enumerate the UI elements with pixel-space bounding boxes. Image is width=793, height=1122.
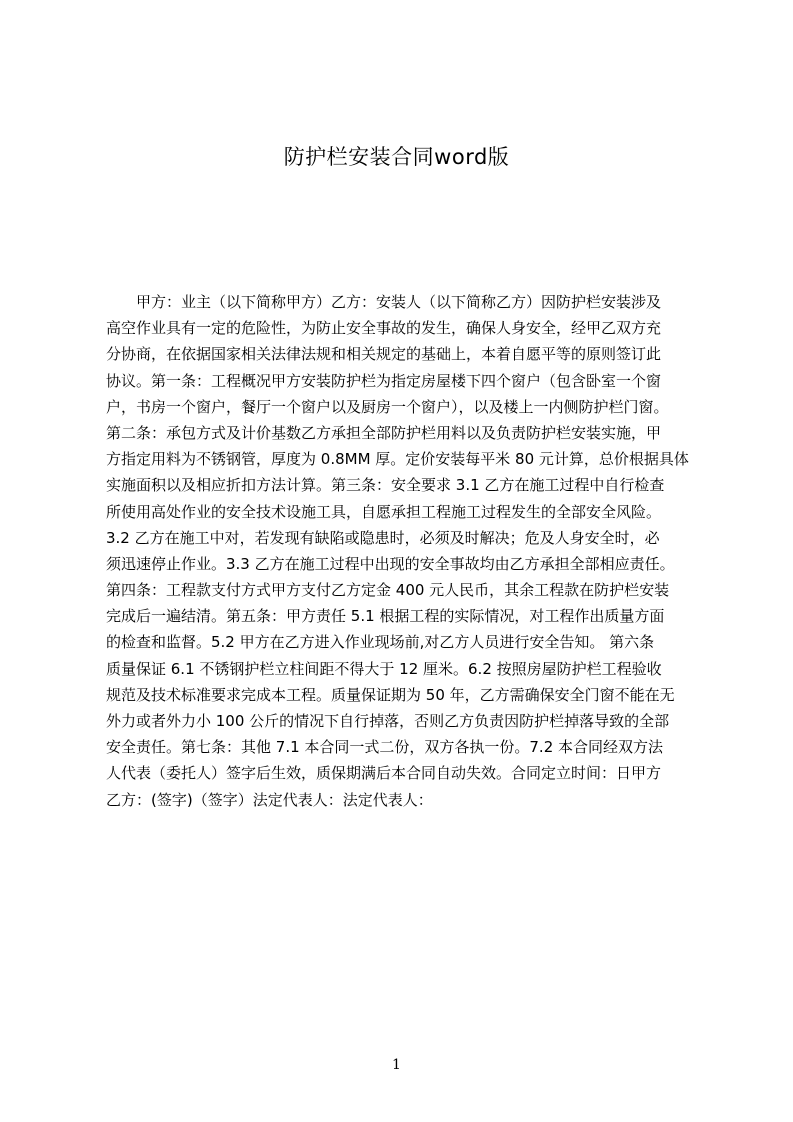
body-line: 户，书房一个窗户，餐厅一个窗户以及厨房一个窗户），以及楼上一内侧防护栏门窗。 [106, 397, 669, 416]
body-line: 第四条：工程款支付方式甲方支付乙方定金 400 元人民币，其余工程款在防护栏安装 [106, 581, 670, 600]
body-line: 须迅速停止作业。3.3 乙方在施工过程中出现的安全事故均由乙方承担全部相应责任。 [106, 554, 675, 573]
body-line: 乙方：(签字)（签字）法定代表人：法定代表人： [106, 790, 433, 809]
body-line: 所使用高处作业的安全技术设施工具，自愿承担工程施工过程发生的全部安全风险。 [106, 502, 662, 521]
page-number: 1 [392, 1057, 401, 1073]
document-title: 防护栏安装合同word版 [283, 145, 510, 169]
body-line: 安全责任。第七条：其他 7.1 本合同一式二份，双方各执一份。7.2 本合同经双方法 [106, 738, 664, 757]
body-line: 完成后一遍结清。第五条：甲方责任 5.1 根据工程的实际情况，对工程作出质量方面 [106, 607, 665, 626]
body-line: 质量保证 6.1 不锈钢护栏立柱间距不得大于 12 厘米。6.2 按照房屋防护栏工程验收 [106, 659, 662, 678]
body-line: 外力或者外力小 100 公斤的情况下自行掉落，否则乙方负责因防护栏掉落导致的全部 [106, 712, 670, 730]
body-line: 第二条：承包方式及计价基数乙方承担全部防护栏用料以及负责防护栏安装实施，甲 [106, 423, 662, 442]
body-line: 协议。第一条：工程概况甲方安装防护栏为指定房屋楼下四个窗户（包含卧室一个窗 [106, 371, 662, 390]
body-line: 规范及技术标准要求完成本工程。质量保证期为 50 年，乙方需确保安全门窗不能在无 [106, 685, 675, 704]
body-line: 实施面积以及相应折扣方法计算。第三条：安全要求 3.1 乙方在施工过程中自行检查 [106, 476, 665, 495]
body-line: 方指定用料为不锈钢管，厚度为 0.8MM 厚。定价安装每平米 80 元计算，总价根据具体 [106, 450, 689, 469]
body-line: 3.2 乙方在施工中对，若发现有缺陷或隐患时，必须及时解决；危及人身安全时，必 [106, 528, 660, 547]
body-line: 分协商，在依据国家相关法律法规和相关规定的基础上，本着自愿平等的原则签订此 [106, 345, 662, 364]
body-line: 的检查和监督。5.2 甲方在乙方进入作业现场前,对乙方人员进行安全告知。 第六条 [106, 633, 655, 652]
body-line: 高空作业具有一定的危险性，为防止安全事故的发生，确保人身安全，经甲乙双方充 [106, 319, 662, 338]
body-line: 甲方：业主（以下简称甲方）乙方：安装人（以下简称乙方）因防护栏安装涉及 [136, 293, 662, 311]
body-line: 人代表（委托人）签字后生效，质保期满后本合同自动失效。合同定立时间：日甲方 [106, 764, 662, 783]
contract-body [106, 289, 696, 809]
